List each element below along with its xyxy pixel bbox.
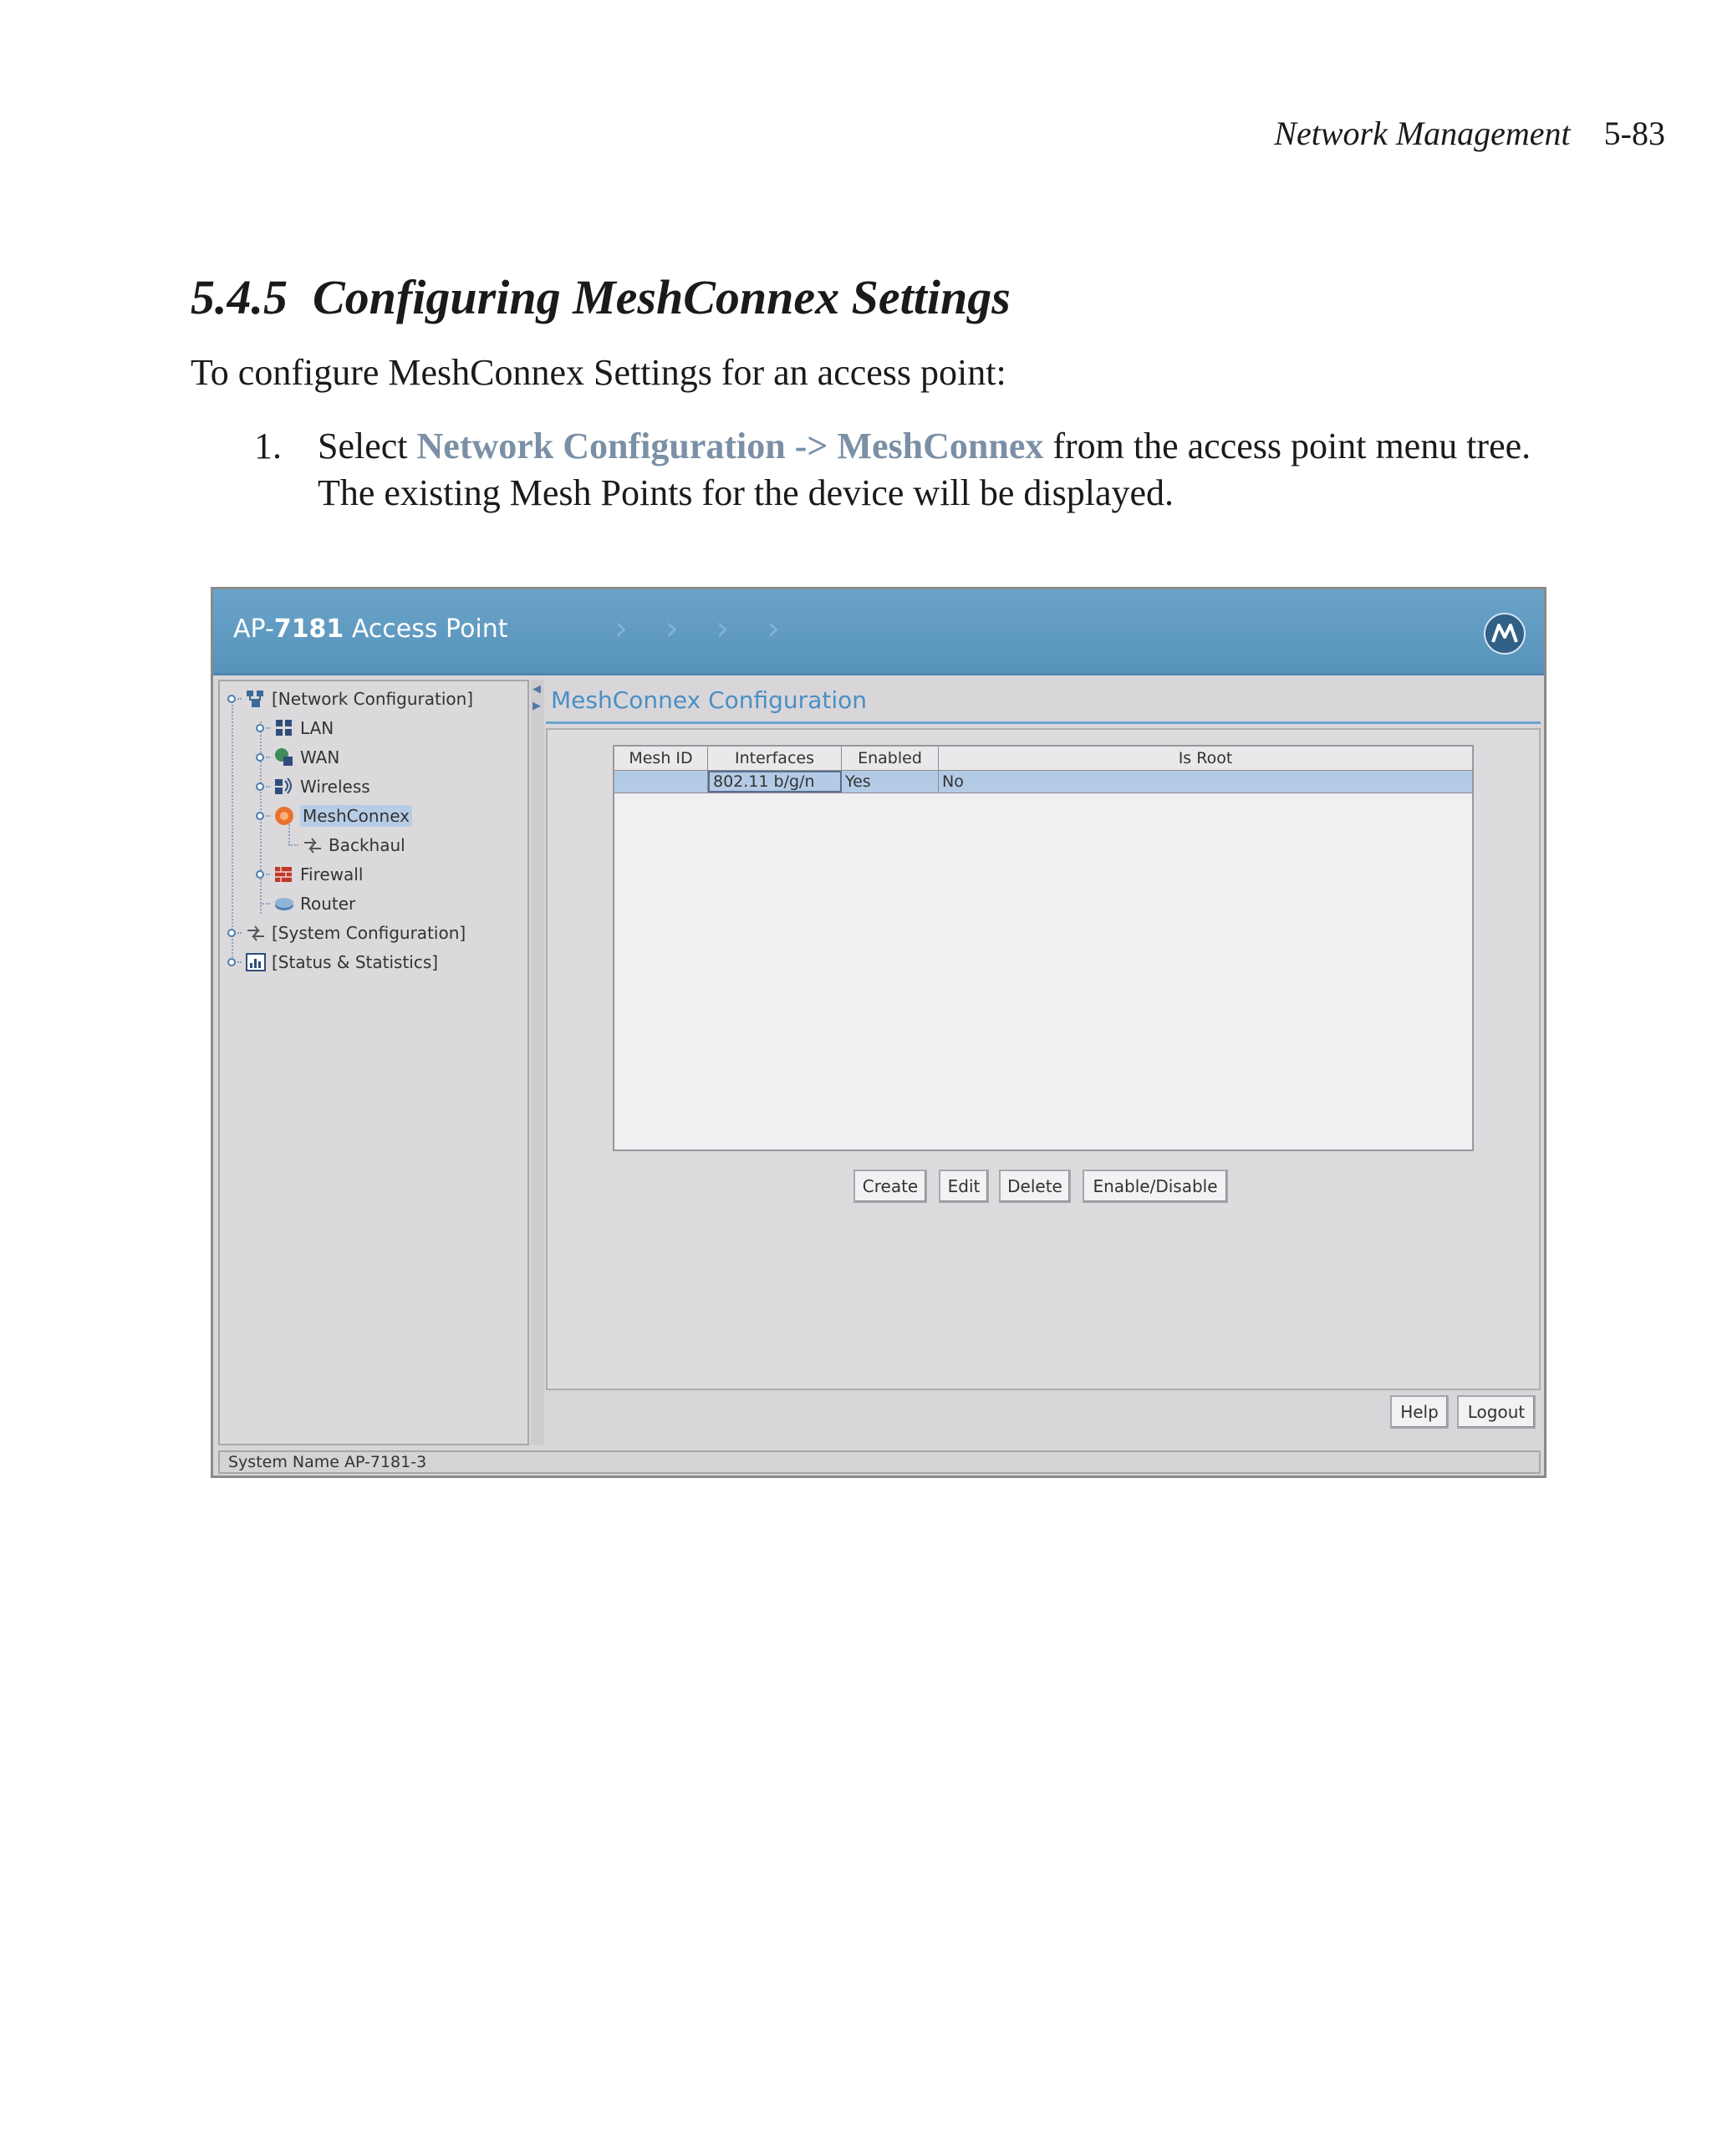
tree-item-meshconnex[interactable]: MeshConnex [273, 803, 412, 828]
cell-interfaces: 802.11 b/g/n [708, 771, 842, 793]
statistics-icon [245, 951, 267, 973]
window-titlebar [213, 589, 1544, 675]
table-row[interactable] [614, 771, 1472, 793]
tree-item-network-configuration[interactable]: [Network Configuration] [245, 686, 473, 711]
step-arrow: -> [785, 426, 838, 466]
tree-item-wireless[interactable]: Wireless [273, 774, 370, 799]
panel-splitter[interactable] [531, 680, 544, 1445]
wireless-icon [273, 776, 295, 798]
collapse-left-icon[interactable]: ◀ [532, 683, 541, 696]
tree-item-firewall[interactable]: Firewall [273, 862, 363, 887]
wan-icon [273, 747, 295, 768]
backhaul-icon [302, 834, 324, 856]
mesh-panel [546, 728, 1541, 1390]
firewall-icon [273, 864, 295, 885]
tree-item-status-statistics[interactable]: [Status & Statistics] [245, 950, 438, 975]
intro-paragraph: To configure MeshConnex Settings for an access point: [191, 352, 1006, 393]
panel-title-rule [546, 721, 1541, 724]
column-header-mesh-id[interactable]: Mesh ID [614, 747, 708, 770]
cell-is-root: No [942, 772, 964, 791]
mesh-points-table[interactable] [613, 745, 1474, 1151]
network-config-icon [245, 688, 267, 710]
step-1 [254, 423, 1531, 517]
table-header [614, 747, 1472, 771]
step-line-2: The existing Mesh Points for the device will be displayed. [318, 472, 1174, 513]
network-configuration-link: Network Configuration [416, 426, 786, 466]
tree-item-system-configuration[interactable]: [System Configuration] [245, 920, 466, 945]
delete-button[interactable]: Delete [999, 1170, 1071, 1203]
status-bar: System Name AP-7181-3 [218, 1450, 1541, 1474]
ap-window [211, 587, 1546, 1478]
tree-item-wan[interactable]: WAN [273, 745, 339, 770]
cell-enabled: Yes [842, 771, 939, 793]
logout-button[interactable]: Logout [1457, 1395, 1536, 1429]
lan-icon [273, 717, 295, 739]
cell-mesh-id [614, 771, 708, 793]
tree-item-router[interactable]: Router [273, 891, 355, 916]
meshconnex-icon [273, 805, 295, 827]
tree-item-lan[interactable]: LAN [273, 716, 334, 741]
expand-right-icon[interactable]: ▶ [532, 700, 541, 712]
column-header-enabled[interactable]: Enabled [842, 747, 939, 770]
heading-title: Configuring MeshConnex Settings [313, 270, 1011, 324]
column-header-is-root[interactable]: Is Root [1178, 749, 1233, 767]
create-button[interactable]: Create [853, 1170, 927, 1203]
step-prefix: Select [318, 426, 417, 466]
meshconnex-link: MeshConnex [837, 426, 1044, 466]
step-number: 1. [254, 426, 282, 466]
running-head [1274, 114, 1665, 153]
system-config-icon [245, 922, 267, 944]
router-icon [273, 893, 295, 915]
content-panel [546, 680, 1541, 1445]
step-text [318, 423, 1531, 517]
motorola-logo-icon [1484, 613, 1526, 655]
footer-buttons [546, 1392, 1541, 1445]
edit-button[interactable]: Edit [939, 1170, 989, 1203]
help-button[interactable]: Help [1390, 1395, 1449, 1429]
menu-tree [218, 680, 529, 1445]
window-title: AP-7181 Access Point [233, 614, 508, 644]
decorative-arrows: › › › › [614, 609, 794, 648]
heading-number: 5.4.5 [191, 270, 288, 324]
column-header-interfaces[interactable]: Interfaces [708, 747, 842, 770]
section-name: Network Management [1274, 115, 1571, 152]
panel-title: MeshConnex Configuration [551, 686, 867, 714]
enable-disable-button[interactable]: Enable/Disable [1083, 1170, 1228, 1203]
tree-item-backhaul[interactable]: Backhaul [302, 833, 405, 858]
page-number: 5-83 [1603, 115, 1665, 152]
section-heading [191, 269, 1011, 325]
step-suffix: from the access point menu tree. [1043, 426, 1531, 466]
